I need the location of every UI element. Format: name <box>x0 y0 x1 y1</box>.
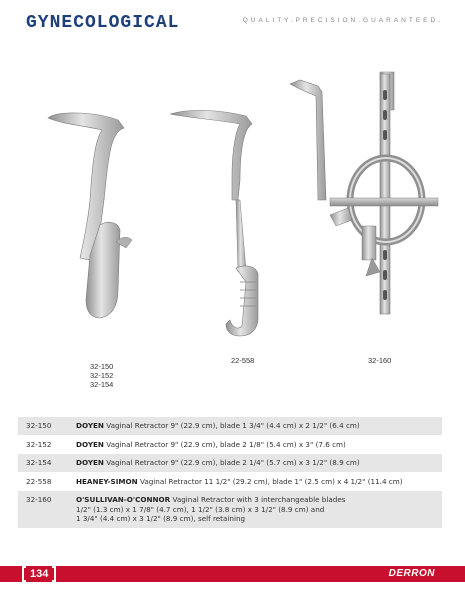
product-description <box>76 477 442 487</box>
product-name: DOYEN <box>76 439 104 449</box>
product-code: 32-154 <box>26 458 52 467</box>
product-detail: Vaginal Retractor 9" (22.9 cm), blade 1 3/4" (4.4 cm) x 2 1/2" (6.4 cm) <box>103 421 360 430</box>
table-row <box>18 491 442 529</box>
product-code: 32-152 <box>26 439 52 449</box>
product-detail-line-3: 1 3/4" (4.4 cm) x 3 1/2" (8.9 cm), self retaining <box>76 514 246 523</box>
product-name: HEANEY-SIMON <box>76 476 138 486</box>
product-detail: Vaginal Retractor 9" (22.9 cm), blade 2 1/8" (5.4 cm) x 3" (7.6 cm) <box>103 439 346 449</box>
product-code: 32-160 <box>26 495 52 504</box>
product-name: DOYEN <box>76 458 104 467</box>
figure-label-32-154: 32-154 <box>90 380 114 389</box>
tagline: QUALITY.PRECISION.GUARANTEED. <box>242 17 443 24</box>
product-detail-line-2: 1/2" (1.3 cm) x 1 7/8" (4.7 cm), 1 1/2" (3.8 cm) x 3 1/2" (8.9 cm) and <box>76 504 325 514</box>
product-table <box>18 417 442 529</box>
brand-logo: DERRON <box>388 568 435 579</box>
osullivan-oconnor-retractor-image <box>290 72 438 314</box>
product-description <box>76 440 442 450</box>
page-title: GYNECOLOGICAL <box>26 13 180 33</box>
product-detail: Vaginal Retractor with 3 interchangeable blades <box>170 495 346 504</box>
product-description <box>76 495 442 524</box>
product-detail: Vaginal Retractor 11 1/2" (29.2 cm), blade 1" (2.5 cm) x 4 1/2" (11.4 cm) <box>137 476 403 486</box>
product-name: O'SULLIVAN-O'CONNOR <box>76 495 171 504</box>
doyen-retractor-image <box>48 113 132 318</box>
product-code: 22-558 <box>26 476 52 486</box>
table-row <box>18 417 442 436</box>
instrument-illustrations <box>0 50 465 360</box>
figure-label-32-150: 32-150 <box>90 362 114 371</box>
product-name: DOYEN <box>76 421 104 430</box>
figure-label-32-160: 32-160 <box>368 356 392 365</box>
table-row <box>18 454 442 473</box>
figure-label-doyen <box>90 362 113 389</box>
product-code: 32-150 <box>26 421 52 430</box>
table-row <box>18 436 442 455</box>
table-row <box>18 473 442 492</box>
product-description <box>76 421 442 431</box>
figure-label-32-152: 32-152 <box>90 371 114 380</box>
page-number: 134 <box>26 566 52 582</box>
product-description <box>76 458 442 468</box>
figure-label-22-558: 22-558 <box>231 356 255 365</box>
product-detail: Vaginal Retractor 9" (22.9 cm), blade 2 1/4" (5.7 cm) x 3 1/2" (8.9 cm) <box>103 458 360 467</box>
heaney-simon-retractor-image <box>170 110 258 336</box>
